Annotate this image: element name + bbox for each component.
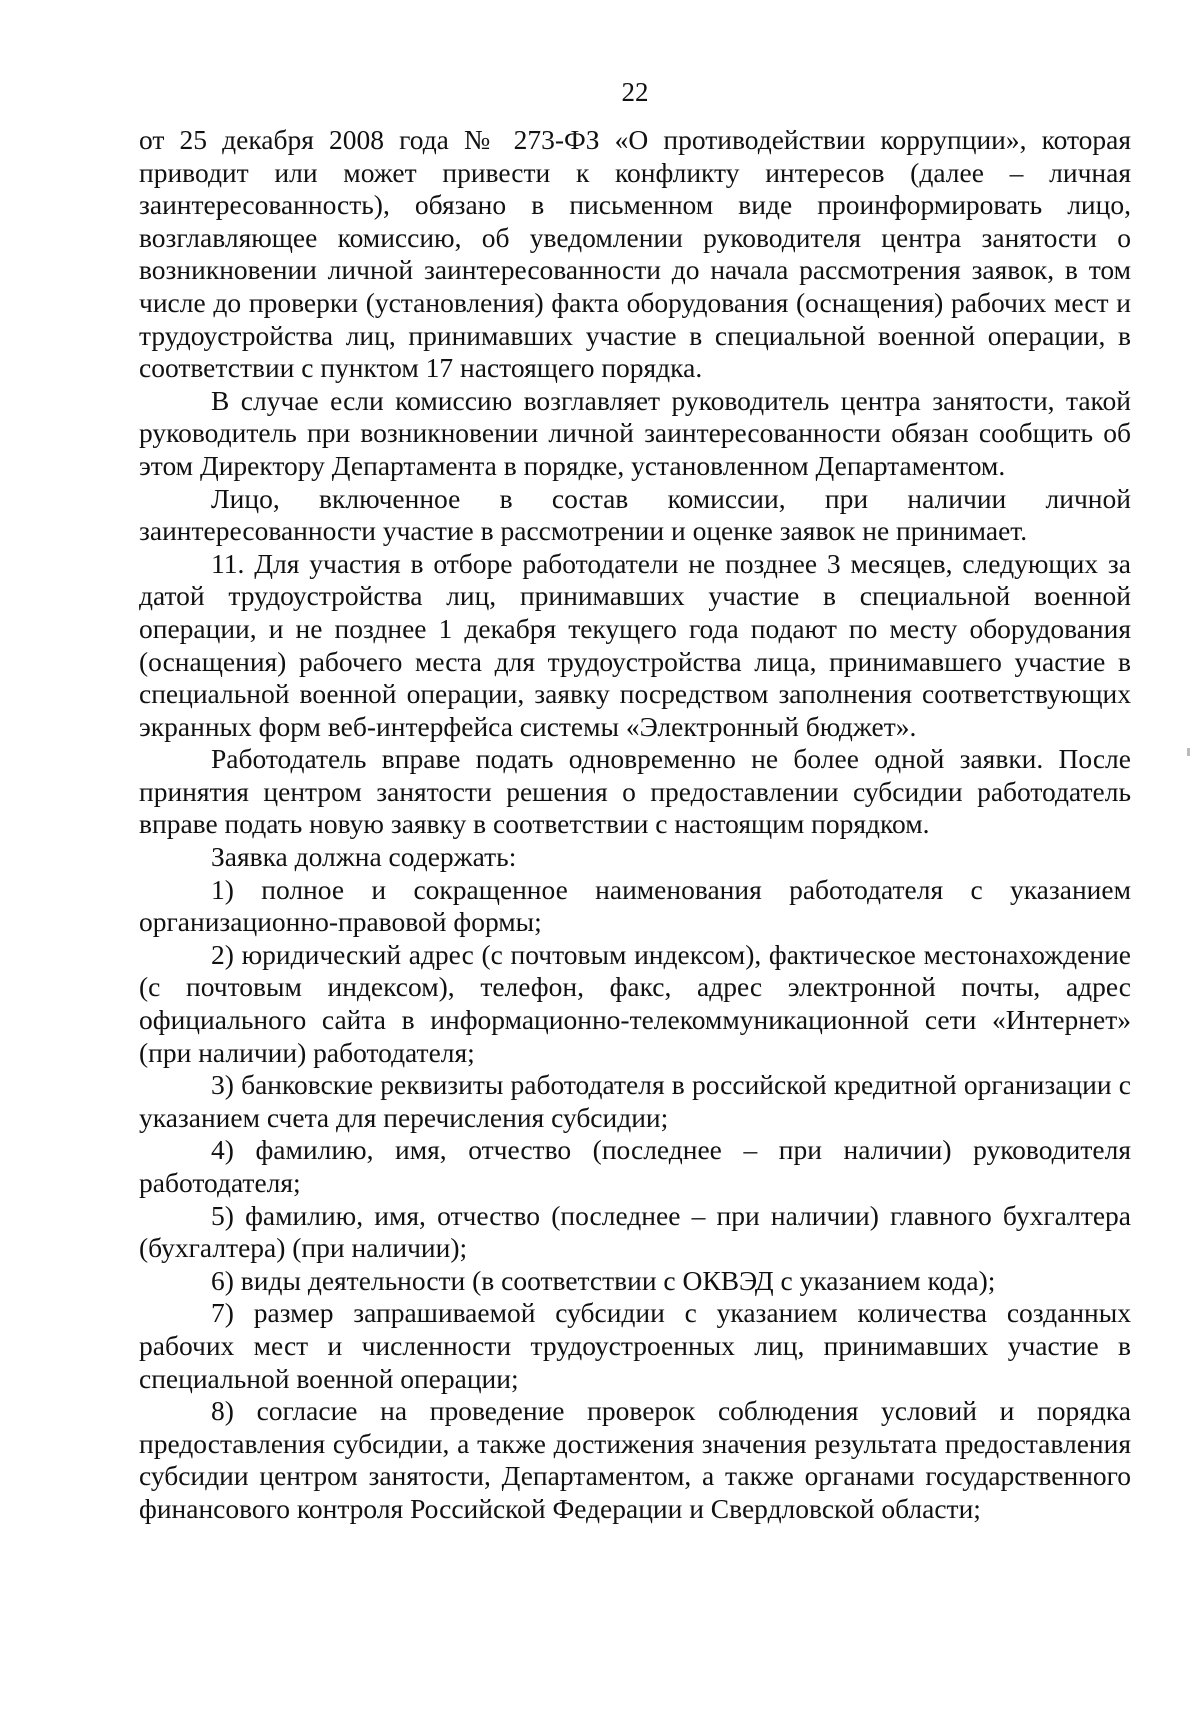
scan-edge-mark (1187, 748, 1190, 756)
list-item-6: 6) виды деятельности (в соответствии с ОКВЭД с указанием кода); (211, 1264, 996, 1296)
list-item-3: 3) банковские реквизиты работодателя в российской кредитной организации с указанием счета для перечисления субсидии; (139, 1069, 1131, 1133)
paragraph-item-11: 11. Для участия в отборе работодатели не позднее 3 месяцев, следующих за датой трудоустройства лиц, принимавших участие в специальной военной операции, и не позднее 1 декабря текущего года подают по месту оборудования (оснащения) рабочего места для трудоустройства лица, принимавшего участие в специальной военной операции, заявку посредством заполнения соответствующих экранных форм веб-интерфейса системы «Электронный бюджет». (139, 547, 1131, 742)
list-item-8: 8) согласие на проведение проверок соблюдения условий и порядка предоставления субсидии, а также достижения значения результата предоставления субсидии центром занятости, Департаментом, а также органами государственного финансового контроля Российской Федерации и Свердловской области; (139, 1395, 1131, 1524)
paragraph-commission-member: Лицо, включенное в состав комиссии, при наличии личной заинтересованности участие в рассмотрении и оценке заявок не принимает. (139, 482, 1131, 547)
page-number: 22 (621, 77, 649, 107)
list-item-4: 4) фамилию, имя, отчество (последнее – при наличии) руководителя работодателя; (139, 1134, 1131, 1198)
list-item-2: 2) юридический адрес (с почтовым индексом), фактическое местонахождение (с почтовым индексом), телефон, факс, адрес электронной почты, адрес официального сайта в информационно-телекоммуникационной сети «Интернет» (при наличии) работодателя; (139, 938, 1131, 1068)
paragraph-commission-head: В случае если комиссию возглавляет руководитель центра занятости, такой руководитель при возникновении личной заинтересованности обязан сообщить об этом Директору Департамента в порядке, установленном Департаментом. (139, 384, 1131, 481)
list-item-7: 7) размер запрашиваемой субсидии с указанием количества созданных рабочих мест и численности трудоустроенных лиц, принимавших участие в специальной военной операции; (139, 1297, 1131, 1394)
document-body (139, 124, 1131, 1526)
paragraph-continuation: от 25 декабря 2008 года № 273-ФЗ «О противодействии коррупции», которая приводит или может привести к конфликту интересов (далее – личная заинтересованность), обязано в письменном виде проинформировать лицо, возглавляющее комиссию, об уведомлении руководителя центра занятости о возникновении личной заинтересованности до начала рассмотрения заявок, в том числе до проверки (установления) факта оборудования (оснащения) рабочих мест и трудоустройства лиц, принимавших участие в специальной военной операции, в соответствии с пунктом 17 настоящего порядка. (139, 124, 1131, 384)
list-item-1: 1) полное и сокращенное наименования работодателя с указанием организационно-правовой формы; (139, 873, 1131, 938)
list-item-5: 5) фамилию, имя, отчество (последнее – при наличии) главного бухгалтера (бухгалтера) (при наличии); (139, 1199, 1131, 1264)
paragraph-one-application: Работодатель вправе подать одновременно не более одной заявки. После принятия центром занятости решения о предоставлении субсидии работодатель вправе подать новую заявку в соответствии с настоящим порядком. (139, 743, 1131, 840)
paragraph-application-contents: Заявка должна содержать: (211, 841, 517, 873)
